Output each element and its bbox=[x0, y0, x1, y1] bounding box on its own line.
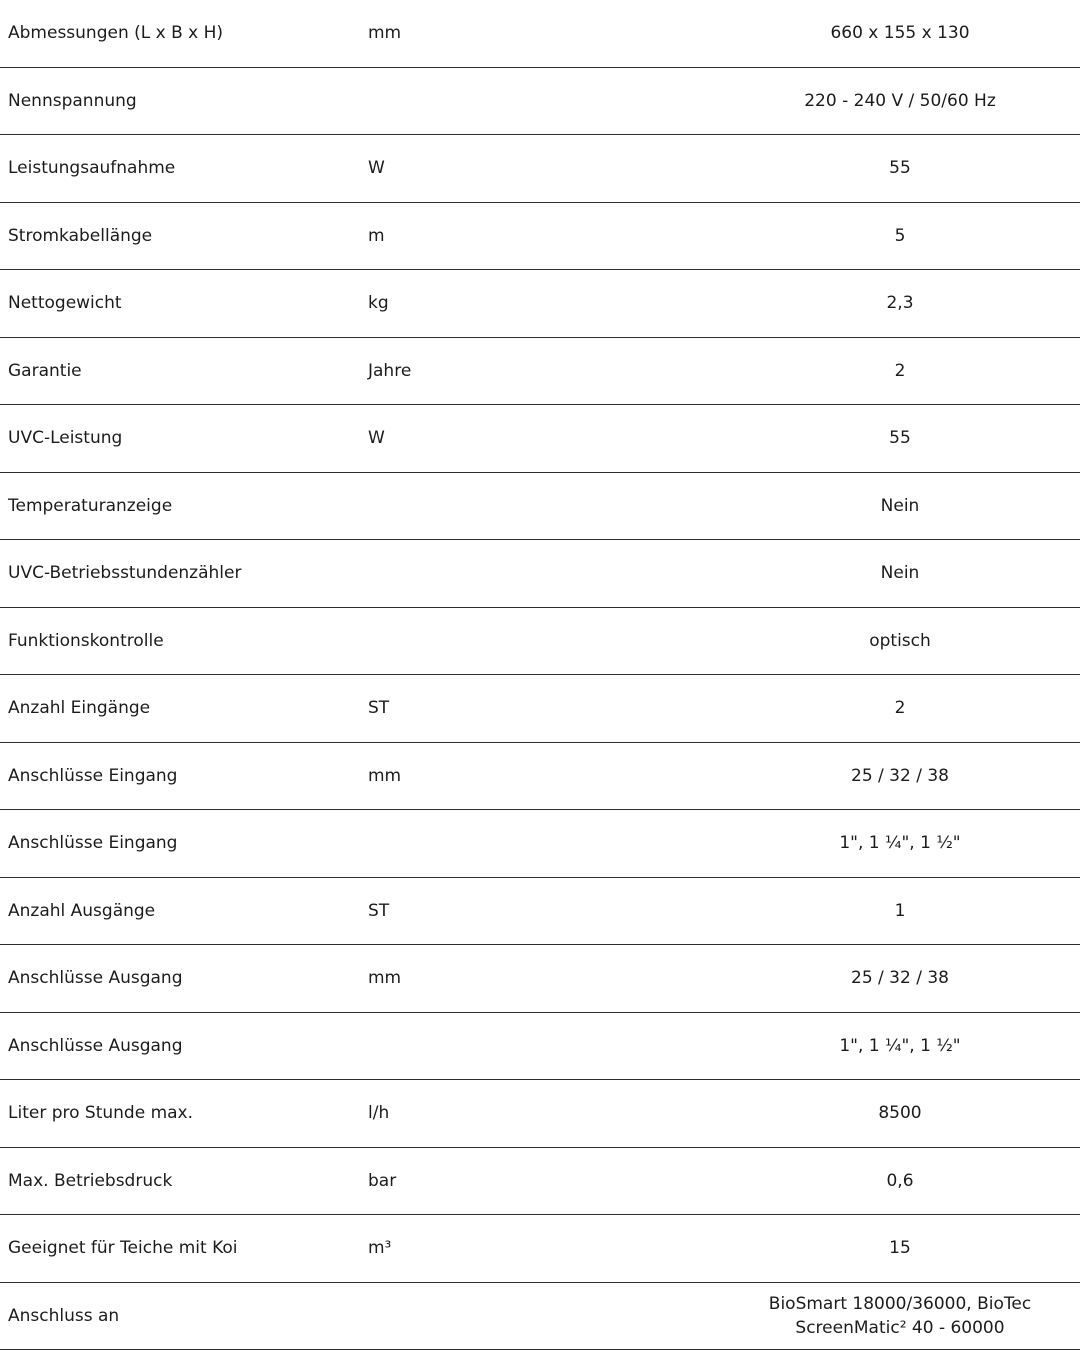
table-row bbox=[0, 0, 1080, 68]
row-unit: kg bbox=[368, 293, 389, 314]
row-label: Anschlüsse Ausgang bbox=[8, 1035, 183, 1056]
row-unit: mm bbox=[368, 968, 402, 989]
row-label: Anschlüsse Eingang bbox=[8, 765, 178, 786]
row-label: Abmessungen (L x B x H) bbox=[8, 23, 224, 44]
table-row bbox=[0, 810, 1080, 878]
row-value: 55 bbox=[889, 158, 911, 179]
row-unit: W bbox=[368, 158, 385, 179]
row-value: 2,3 bbox=[886, 293, 914, 314]
row-value: 220 - 240 V / 50/60 Hz bbox=[804, 90, 996, 111]
row-label: Nettogewicht bbox=[8, 293, 122, 314]
table-row bbox=[0, 203, 1080, 271]
table-row bbox=[0, 743, 1080, 811]
row-unit: mm bbox=[368, 765, 402, 786]
row-unit: mm bbox=[368, 23, 402, 44]
row-value: 1", 1 ¼", 1 ½" bbox=[839, 1035, 961, 1056]
row-value: 15 bbox=[889, 1238, 911, 1259]
row-label: UVC-Leistung bbox=[8, 428, 123, 449]
row-label: Stromkabellänge bbox=[8, 225, 153, 246]
table-row bbox=[0, 1215, 1080, 1283]
row-unit: bar bbox=[368, 1170, 397, 1191]
row-label: Geeignet für Teiche mit Koi bbox=[8, 1238, 238, 1259]
table-row bbox=[0, 675, 1080, 743]
row-unit: m³ bbox=[368, 1238, 392, 1259]
row-label: Anschlüsse Eingang bbox=[8, 833, 178, 854]
row-value: Nein bbox=[880, 495, 920, 516]
row-value: 8500 bbox=[878, 1103, 922, 1124]
row-value: 2 bbox=[894, 698, 906, 719]
row-label: Max. Betriebsdruck bbox=[8, 1170, 173, 1191]
row-label: Temperaturanzeige bbox=[8, 495, 173, 516]
table-row bbox=[0, 878, 1080, 946]
row-value: 0,6 bbox=[886, 1170, 914, 1191]
row-value: 2 bbox=[894, 360, 906, 381]
row-unit: l/h bbox=[368, 1103, 390, 1124]
row-unit: W bbox=[368, 428, 385, 449]
row-unit: m bbox=[368, 225, 385, 246]
table-row bbox=[0, 1283, 1080, 1350]
table-row bbox=[0, 270, 1080, 338]
row-label: Nennspannung bbox=[8, 90, 137, 111]
row-label: Garantie bbox=[8, 360, 82, 381]
row-value: 25 / 32 / 38 bbox=[851, 765, 949, 786]
table-row bbox=[0, 1148, 1080, 1216]
row-value: Nein bbox=[880, 563, 920, 584]
row-unit: Jahre bbox=[368, 360, 412, 381]
row-value: 1 bbox=[894, 900, 906, 921]
row-label: UVC-Betriebsstundenzähler bbox=[8, 563, 242, 584]
row-value: 1", 1 ¼", 1 ½" bbox=[839, 833, 961, 854]
row-label: Anschlüsse Ausgang bbox=[8, 968, 183, 989]
row-label: Funktionskontrolle bbox=[8, 630, 164, 651]
row-label: Liter pro Stunde max. bbox=[8, 1103, 194, 1124]
row-value: optisch bbox=[869, 630, 931, 651]
row-value: BioSmart 18000/36000, BioTec ScreenMatic² 40 - 60000 bbox=[768, 1293, 1032, 1338]
row-label: Anzahl Eingänge bbox=[8, 698, 151, 719]
row-label: Anzahl Ausgänge bbox=[8, 900, 156, 921]
row-value: 25 / 32 / 38 bbox=[851, 968, 949, 989]
table-row bbox=[0, 1080, 1080, 1148]
row-value: 55 bbox=[889, 428, 911, 449]
table-row bbox=[0, 1013, 1080, 1081]
table-row bbox=[0, 473, 1080, 541]
row-value: 660 x 155 x 130 bbox=[830, 23, 970, 44]
table-row bbox=[0, 338, 1080, 406]
table-row bbox=[0, 608, 1080, 676]
table-row bbox=[0, 945, 1080, 1013]
row-value: 5 bbox=[894, 225, 906, 246]
table-row bbox=[0, 405, 1080, 473]
row-unit: ST bbox=[368, 698, 390, 719]
row-label: Anschluss an bbox=[8, 1305, 120, 1326]
table-row bbox=[0, 135, 1080, 203]
table-row bbox=[0, 540, 1080, 608]
table-row bbox=[0, 68, 1080, 136]
row-label: Leistungsaufnahme bbox=[8, 158, 176, 179]
row-unit: ST bbox=[368, 900, 390, 921]
